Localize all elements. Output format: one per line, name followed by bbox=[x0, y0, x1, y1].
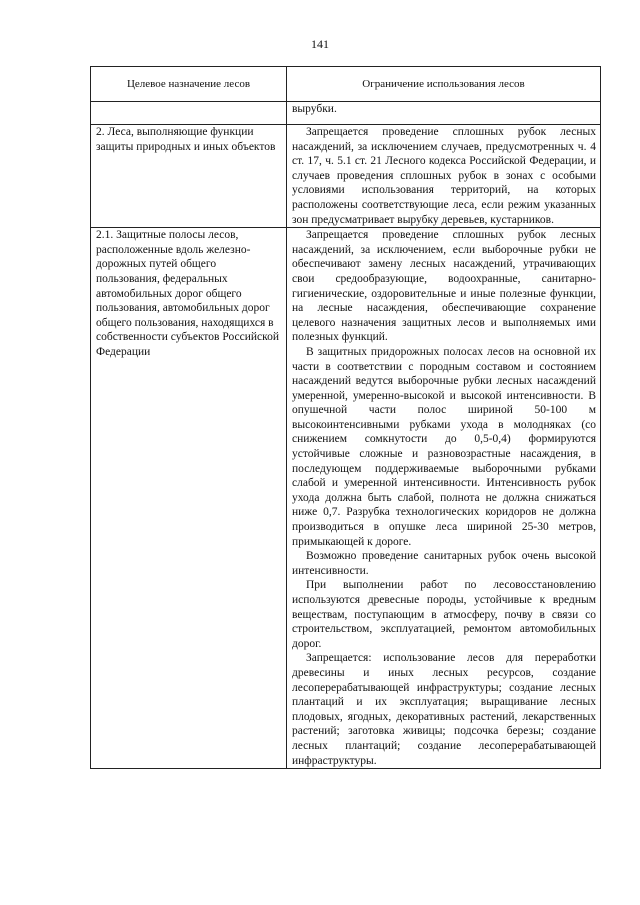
table-header-row bbox=[91, 67, 601, 102]
table-row bbox=[91, 228, 601, 769]
page-number: 141 bbox=[311, 37, 329, 51]
forest-restrictions-table bbox=[90, 66, 601, 769]
restriction-paragraph: вырубки. bbox=[292, 103, 337, 115]
row-purpose-cell bbox=[91, 102, 287, 125]
restriction-paragraph: Запрещается проведение сплошных рубок лесных насаждений, за исключением случаев, предусмотренных ч. 4 ст. 17, ч. 5.1 ст. 21 Лесного кодекса Российской Федерации, и случаев проведения сплошных рубок в зонах с особыми условиями использования территорий, на которых расположены соответствующие леса, если режим указанных зон предусматривает вырубку деревьев, кустарников. bbox=[292, 126, 596, 226]
row-restriction-cell bbox=[287, 125, 601, 228]
table-row bbox=[91, 125, 601, 228]
restriction-paragraph: Запрещается: использование лесов для переработки древесины и иных лесных ресурсов, создание лесоперерабатывающей инфраструктуры; создание лесных плантаций и их эксплуатация; выращивание лесных плодовых, ягодных, декоративных растений, лекарственных растений; заготовка живицы; подсочка березы; создание лесных плантаций; создание лесоперерабатывающей инфраструктуры. bbox=[292, 652, 596, 767]
header-forest-purpose: Целевое назначение лесов bbox=[91, 67, 287, 102]
header-usage-restriction: Ограничение использования лесов bbox=[287, 67, 601, 102]
restriction-paragraph: При выполнении работ по лесовосстановлению используются древесные породы, устойчивые к вредным веществам, поступающим в атмосферу, почву в связи со строительством, эксплуатацией, ремонтом автомобильных дорог. bbox=[292, 579, 596, 650]
table-row bbox=[91, 102, 601, 125]
row-purpose-cell: 2. Леса, выполняющие функции защиты природных и иных объектов bbox=[91, 125, 287, 228]
row-restriction-cell bbox=[287, 228, 601, 769]
restriction-paragraph: Запрещается проведение сплошных рубок лесных насаждений, за исключением, если выборочные рубки не обеспечивают замену лесных насаждений, утрачивающих свои средообразующие, водоохранные, санитарно-гигиенические, оздоровительные и иные полезные функции, на лесные насаждения, обеспечивающие сохранение целевого назначения защитных лесов и выполняемых ими полезных функций. bbox=[292, 229, 596, 344]
restriction-paragraph: Возможно проведение санитарных рубок очень высокой интенсивности. bbox=[292, 550, 596, 577]
row-purpose-cell: 2.1. Защитные полосы лесов, расположенные вдоль железно-дорожных путей общего пользования, федеральных автомобильных дорог общего пользования, автомобильных дорог общего пользования, находящихся в собственности субъектов Российской Федерации bbox=[91, 228, 287, 769]
row-restriction-cell bbox=[287, 102, 601, 125]
restriction-paragraph: В защитных придорожных полосах лесов на основной их части в соответствии с породным составом и состоянием насаждений ведутся выборочные рубки лесных насаждений умеренной, умеренно-высокой и высокой интенсивности. В опушечной части полос шириной 50-100 м высокоинтенсивными рубками ухода в молодняках (со снижением сомкнутости до 0,5-0,4) формируются устойчивые сложные и разновозрастные насаждения, в последующем поддерживаемые выборочными рубками слабой и умеренной интенсивности. Интенсивность рубок ухода должна быть слабой, полнота не должна снижаться ниже 0,7. Разрубка технологических коридоров не должна производиться в опушке леса шириной 25-30 метров, примыкающей к дороге. bbox=[292, 345, 596, 548]
